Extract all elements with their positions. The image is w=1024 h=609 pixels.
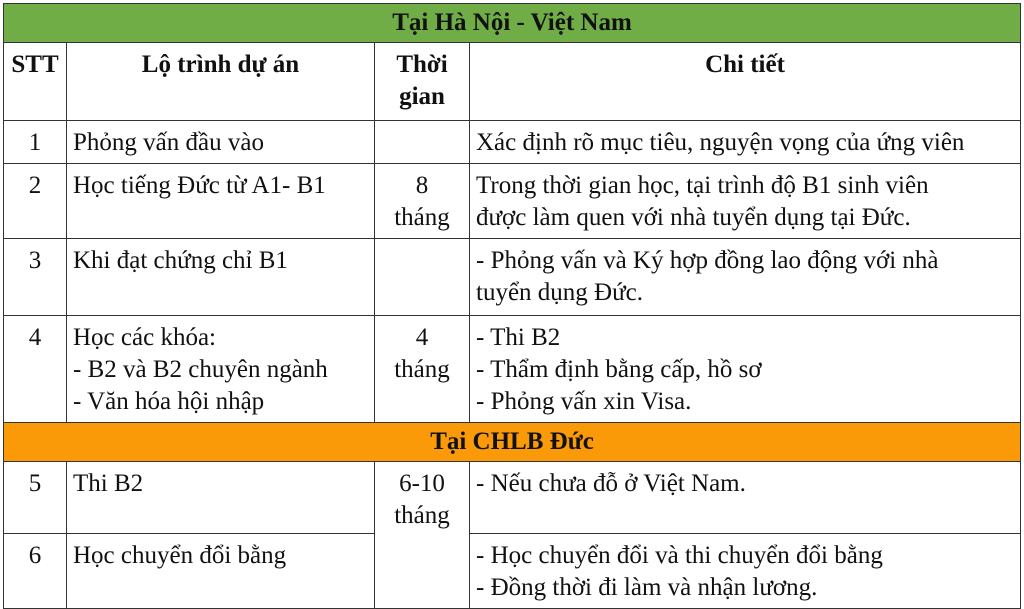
route-line: Học các khóa: bbox=[73, 324, 216, 351]
cell-stt: 6 bbox=[4, 534, 67, 609]
route-line: Thi B2 bbox=[73, 470, 144, 497]
time-line: 6-10 bbox=[399, 470, 445, 497]
detail-line: - Đồng thời đi làm và nhận lương. bbox=[476, 574, 818, 601]
section-row-germany bbox=[4, 423, 1021, 462]
header-detail: Chi tiết bbox=[470, 43, 1021, 121]
detail-line: tuyển dụng Đức. bbox=[476, 279, 643, 306]
cell-stt: 2 bbox=[4, 164, 67, 239]
table-row bbox=[4, 534, 1021, 609]
cell-stt: 3 bbox=[4, 239, 67, 316]
detail-line: Xác định rõ mục tiêu, nguyện vọng của ứng viên bbox=[476, 129, 965, 156]
route-line: Học chuyển đổi bằng bbox=[73, 542, 287, 569]
cell-detail bbox=[470, 316, 1021, 423]
detail-line: được làm quen với nhà tuyển dụng tại Đức. bbox=[476, 204, 911, 231]
cell-detail bbox=[470, 534, 1021, 609]
detail-line: Trong thời gian học, tại trình độ B1 sinh viên bbox=[476, 172, 929, 199]
detail-line: - Thẩm định bằng cấp, hồ sơ bbox=[476, 356, 762, 383]
header-time-line2: gian bbox=[399, 83, 445, 110]
time-line: tháng bbox=[394, 204, 450, 231]
cell-time bbox=[375, 462, 470, 609]
time-line: 4 bbox=[415, 324, 429, 351]
cell-time bbox=[375, 239, 470, 316]
cell-route bbox=[67, 239, 375, 316]
detail-line: - Nếu chưa đỗ ở Việt Nam. bbox=[476, 470, 746, 497]
section-title-germany: Tại CHLB Đức bbox=[4, 423, 1021, 462]
route-line: - B2 và B2 chuyên ngành bbox=[73, 356, 328, 383]
cell-route bbox=[67, 316, 375, 423]
section-row-hanoi bbox=[4, 4, 1021, 43]
header-route: Lộ trình dự án bbox=[67, 43, 375, 121]
cell-route bbox=[67, 534, 375, 609]
header-time bbox=[375, 43, 470, 121]
route-line: Khi đạt chứng chỉ B1 bbox=[73, 247, 288, 274]
table-row bbox=[4, 316, 1021, 423]
cell-stt: 4 bbox=[4, 316, 67, 423]
detail-line: - Phỏng vấn và Ký hợp đồng lao động với nhà bbox=[476, 247, 939, 274]
table-row bbox=[4, 164, 1021, 239]
header-row bbox=[4, 43, 1021, 121]
cell-stt: 1 bbox=[4, 121, 67, 164]
table-row bbox=[4, 121, 1021, 164]
route-line: - Văn hóa hội nhập bbox=[73, 388, 265, 415]
time-line: 8 bbox=[415, 172, 429, 199]
cell-detail bbox=[470, 164, 1021, 239]
detail-line: - Học chuyển đổi và thi chuyển đổi bằng bbox=[476, 542, 883, 569]
cell-route bbox=[67, 164, 375, 239]
detail-line: - Thi B2 bbox=[476, 324, 561, 351]
detail-line: - Phỏng vấn xin Visa. bbox=[476, 388, 692, 415]
cell-time bbox=[375, 121, 470, 164]
time-line: tháng bbox=[394, 502, 450, 529]
cell-time bbox=[375, 164, 470, 239]
route-line: Học tiếng Đức từ A1- B1 bbox=[73, 172, 326, 199]
roadmap-table bbox=[3, 3, 1021, 609]
cell-time bbox=[375, 316, 470, 423]
route-line: Phỏng vấn đầu vào bbox=[73, 129, 264, 156]
cell-detail bbox=[470, 121, 1021, 164]
cell-route bbox=[67, 121, 375, 164]
section-title-hanoi: Tại Hà Nội - Việt Nam bbox=[4, 4, 1021, 43]
cell-route bbox=[67, 462, 375, 534]
table-row bbox=[4, 239, 1021, 316]
header-time-line1: Thời bbox=[396, 51, 448, 78]
header-stt: STT bbox=[4, 43, 67, 121]
cell-detail bbox=[470, 239, 1021, 316]
cell-detail bbox=[470, 462, 1021, 534]
time-line: tháng bbox=[394, 356, 450, 383]
cell-stt: 5 bbox=[4, 462, 67, 534]
table-row bbox=[4, 462, 1021, 534]
